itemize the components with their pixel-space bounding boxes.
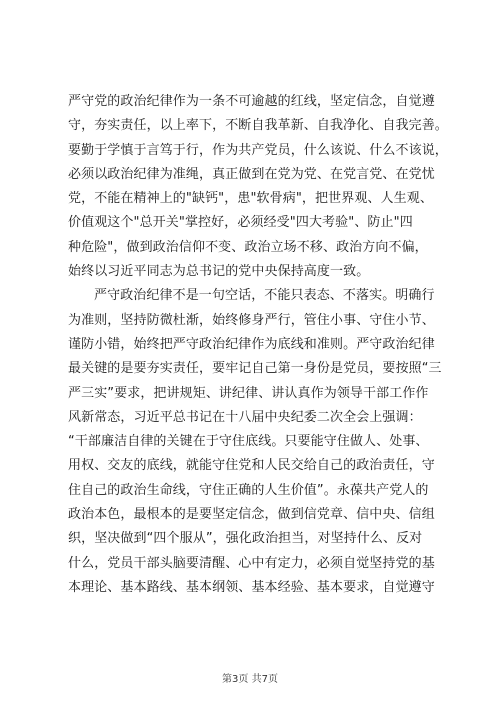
text-line: 价值观这个"总开关"掌控好，必须经受"四大考验"、防止"四: [68, 215, 413, 231]
text-line: 必须以政治纪律为准绳，真正做到在党为党、在党言党、在党忧: [68, 166, 435, 182]
paragraph-start-line: 严守政治纪律不是一句空话，不能只表态、不落实。明确行: [94, 288, 435, 304]
text-line: 严守党的政治纪律作为一条不可逾越的红线，坚定信念，自觉遵: [68, 94, 435, 109]
text-line: 本理论、基本路线、基本纲领、基本经验、基本要求，自觉遵守: [68, 579, 435, 595]
text-line: 始终以习近平同志为总书记的党中央保持高度一致。: [68, 264, 370, 280]
text-line: 党，不能在精神上的"缺钙"，患"软骨病"，把世界观、人生观、: [68, 191, 433, 207]
text-line: 织，坚决做到“四个服从”，强化政治担当，对坚持什么、反对: [68, 531, 423, 547]
text-line: 住自己的政治生命线，守住正确的人生价值”。永葆共产党人的: [68, 482, 429, 498]
text-line: 风新常态，习近平总书记在十八届中央纪委二次全会上强调：: [68, 409, 422, 425]
text-line: 种危险"，做到政治信仰不变、政治立场不移、政治方向不偏，: [68, 239, 428, 255]
text-line: 谨防小错，始终把严守政治纪律作为底线和准则。严守政治纪律: [68, 336, 435, 352]
text-line: 政治本色，最根本的是要坚定信念，做到信党章、信中央、信组: [68, 507, 435, 523]
text-line: 最关键的是要夯实责任，要牢记自己第一身份是党员，要按照“三: [68, 361, 442, 377]
text-line: “干部廉洁自律的关键在于守住底线。只要能守住做人、处事、: [68, 434, 429, 450]
text-line: 为准则，坚持防微杜渐，始终修身严行，管住小事、守住小节、: [68, 312, 435, 328]
text-line: 严三实”要求，把讲规矩、讲纪律、讲认真作为领导干部工作作: [68, 385, 429, 401]
page-number: 第3页 共7页: [222, 674, 278, 685]
text-line: 要勤于学慎于言笃于行，作为共产党员，什么该说、什么不该说，: [68, 142, 448, 158]
text-line: 守，夯实责任，以上率下，不断自我革新、自我净化、自我完善。: [68, 118, 448, 134]
document-body: [68, 90, 448, 600]
text-line: 什么，党员干部头脑要清醒、心中有定力，必须自觉坚持党的基: [68, 555, 435, 571]
text-line: 用权、交友的底线，就能守住党和人民交给自己的政治责任，守: [68, 458, 435, 474]
